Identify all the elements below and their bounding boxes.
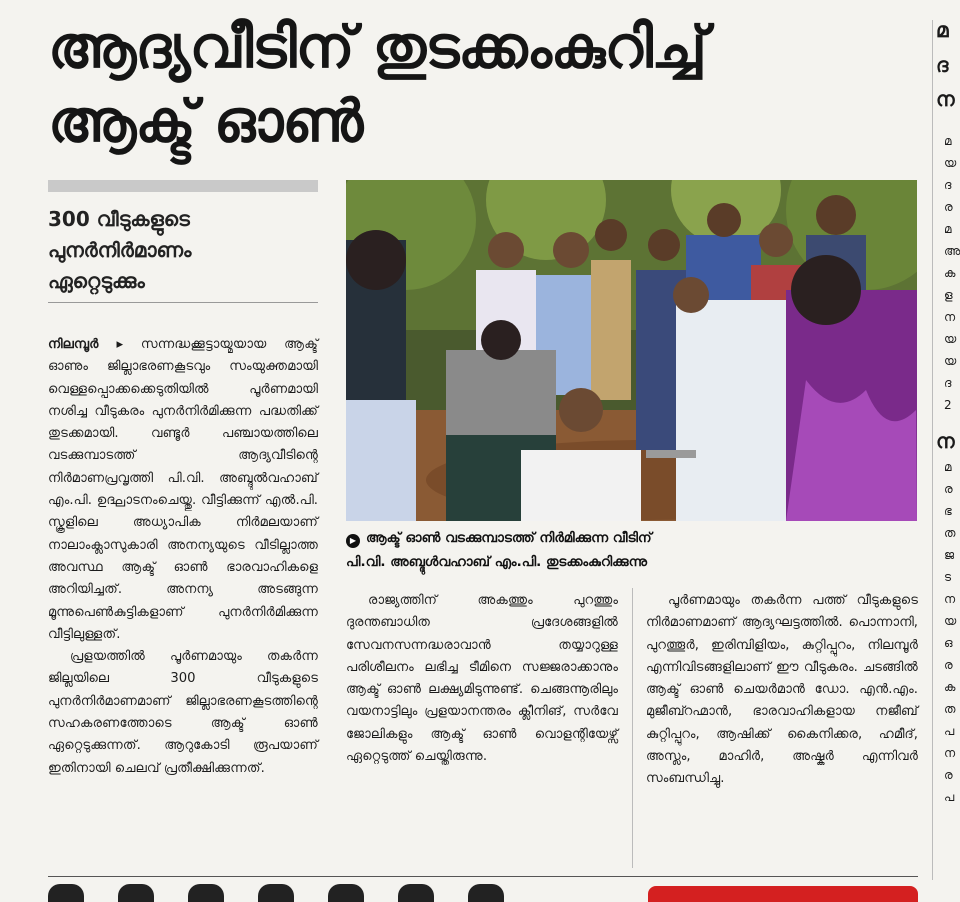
subhead-bar [48,180,318,192]
article-paragraph-3: രാജ്യത്തിന് അകത്തും പുറത്തും ദുരന്തബാധിത പ്രദേശങ്ങളിൽ സേവനസന്നദ്ധരാവാൻ തയ്യാറുള്ള പരിശീലനം ലഭിച്ച ടീമിനെ സജ്ജരാക്കാനും ആക്ട് ഓൺ ലക്ഷ്യമിടുന്നുണ്ട്. ചെങ്ങന്നൂരിലും വയനാട്ടിലും പ്രളയാനന്തരം ക്ലീനിങ്, സർവേ ജോലികളും ആക്ട് ഓൺ വൊളന്റിയേഴ്സ് ഏറ്റെടുത്ത് ചെയ്തിരുന്നു. [346,593,618,765]
dateline: നിലമ്പൂർ ▸ [48,337,124,352]
subhead-line-3: ഏറ്റെടുക്കും [48,269,145,293]
next-article-headline-fragment [48,884,618,902]
play-icon: ▶ [346,534,360,548]
headline [48,10,908,158]
column-divider [632,588,633,868]
headline-line-1: ആദ്യവീടിന് തുടക്കംകുറിച്ച് [48,13,706,81]
news-photo-illustration [346,180,917,521]
photo-caption [346,526,917,574]
subhead-divider [48,302,318,303]
article-paragraph-1-text: സന്നദ്ധക്കൂട്ടായ്മയായ ആക്ട് ഓണും ജില്ലാഭരണകൂടവും സംയുക്തമായി വെള്ളപ്പൊക്കക്കെടുതിയിൽ പൂർണമായി നശിച്ച വീടുകരം പുനർനിർമിക്കുന്ന പദ്ധതിക്ക് തുടക്കമായി. വണ്ടൂർ പഞ്ചായത്തിലെ വടക്കുമ്പാടത്ത് ആദ്യവീടിന്റെ നിർമാണപ്രവൃത്തി പി.വി. അബ്ദുൽവഹാബ് എം.പി. ഉദ്ഘാടനംചെയ്തു. വീട്ടിക്കുന്ന് എൽ.പി. സ്കൂളിലെ അധ്യാപിക നിർമലയാണ് നാലാംക്ലാസുകാരി അനന്യയുടെ വീടില്ലാത്ത അവസ്ഥ ആക്ട് ഓൺ ഭാരവാഹികളെ അറിയിച്ചത്. അനന്യ അടങ്ങുന്ന മൂന്നുപെൺകുട്ടികളാണ് പുനർനിർമിക്കുന്ന വീട്ടിലുള്ളത്. [48,337,318,642]
next-article-red-banner [648,886,918,902]
subheadline [48,204,318,297]
article-paragraph-1 [48,334,318,646]
bottom-divider [48,876,918,877]
side-column-divider [932,20,933,880]
news-photo [346,180,917,521]
article-paragraph-4: പൂർണമായും തകർന്ന പത്ത് വീടുകളുടെ നിർമാണമാണ് ആദ്യഘട്ടത്തിൽ. പൊന്നാനി, പുറത്തൂർ, ഇരിമ്പിളിയം, കുറ്റിപ്പുറം, നിലമ്പൂർ എന്നിവിടങ്ങളിലാണ് ഈ വീടുകരം. ചടങ്ങിൽ ആക്ട് ഓൺ ചെയർമാൻ ഡോ. എൻ.എം. മുജീബ്റഹ്മാൻ, ഭാരവാഹികളായ നജീബ് കുറ്റിപ്പുറം, ആഷിക്ക് കൈനിക്കര, ഹമീദ്, അസ്ലം, മാഹിർ, അഷ്കർ എന്നിവർ സംബന്ധിച്ചു. [646,593,918,787]
article-paragraph-2: പ്രളയത്തിൽ പൂർണമായും തകർന്ന ജില്ലയിലെ 300 വീടുകളുടെ പുനർനിർമാണമാണ് ജില്ലാഭരണകൂടത്തിന്റെ സഹകരണത്തോടെ ആക്ട് ഓൺ ഏറ്റെടുക്കുന്നത്. ആറുകോടി രൂപയാണ് ഇതിനായി ചെലവ് പ്രതീക്ഷിക്കുന്നത്. [48,649,318,776]
caption-line-1 [346,526,917,550]
article-column-3 [646,590,918,791]
headline-line-2: ആക്ട് ഓൺ [48,87,363,155]
caption-text-1: ആക്ട് ഓൺ വടക്കുമ്പാടത്ത് നിർമിക്കുന്ന വീടിന് [366,530,652,546]
subhead-line-1: 300 വീടുകളുടെ [48,207,190,231]
subhead-line-2: പുനർനിർമാണം [48,238,192,262]
adjacent-article-strip: മ ദ ന മ യ ദ ര മ അ ക ള ന യ യ ദ 2 ന മ ര ഭ ത ജ ട ന യ ഒ ര ക ത പ ന ര പ [936,18,960,804]
article-column-2 [346,590,618,768]
article-column-1 [48,334,318,780]
caption-line-2: പി.വി. അബ്ദുൾവഹാബ് എം.പി. തുടക്കംകുറിക്കുന്നു [346,554,647,570]
